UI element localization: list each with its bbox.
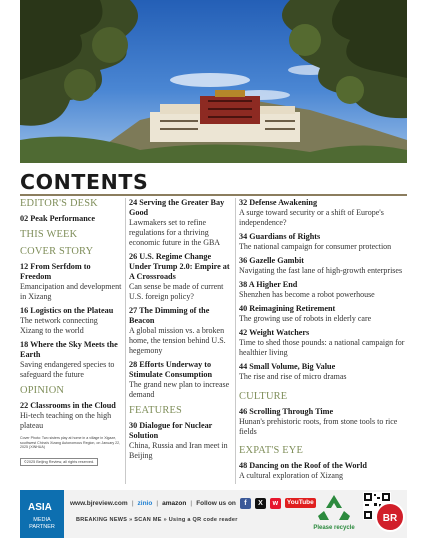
- section-title: FEATURES: [129, 405, 182, 416]
- article-summary: Time to shed those pounds: a national campaign for healthier living: [239, 338, 405, 357]
- recycle-label: Please recycle: [313, 525, 355, 531]
- media-partner-label: MEDIA PARTNER: [29, 517, 55, 530]
- article-summary: Saving endangered species to safeguard the future: [20, 360, 115, 379]
- youtube-icon[interactable]: YouTube: [286, 499, 314, 506]
- section-title: OPINION: [20, 385, 65, 396]
- article-summary: The national campaign for consumer protection: [239, 242, 392, 251]
- section-title: THIS WEEK: [20, 229, 78, 240]
- section-title: EXPAT'S EYE: [239, 445, 304, 456]
- divider: |: [131, 499, 134, 507]
- article-title[interactable]: 46 Scrolling Through Time: [239, 407, 334, 416]
- article-title[interactable]: 16 Logistics on the Plateau: [20, 306, 114, 315]
- follow-label: Follow us on: [196, 499, 236, 507]
- contents-column-2: [129, 196, 232, 461]
- section-title: EDITOR'S DESK: [20, 198, 98, 209]
- page-title: CONTENTS: [20, 170, 149, 194]
- weibo-icon[interactable]: w: [270, 498, 281, 509]
- amazon-link[interactable]: amazon: [162, 499, 187, 507]
- zinio-link[interactable]: zinio: [137, 499, 153, 507]
- article-title[interactable]: 18 Where the Sky Meets the Earth: [20, 340, 118, 359]
- column-divider: [125, 198, 126, 484]
- article-summary: Emancipation and development in Xizang: [20, 282, 122, 301]
- article-summary: China, Russia and Iran meet in Beijing: [129, 441, 228, 460]
- article-title[interactable]: 38 A Higher End: [239, 280, 298, 289]
- article-title[interactable]: 48 Dancing on the Roof of the World: [239, 461, 367, 470]
- recycle-icon: [310, 492, 358, 524]
- article-title[interactable]: 02 Peak Performance: [20, 214, 96, 223]
- article-summary: Can sense be made of current U.S. foreign policy?: [129, 282, 224, 301]
- article-summary: Lawmakers set to refine regulations for a thriving economic future in the GBA: [129, 218, 221, 247]
- contents-column-1: [20, 196, 122, 468]
- asia-label: ASIA: [28, 502, 52, 513]
- article-title[interactable]: 34 Guardians of Rights: [239, 232, 321, 241]
- article-summary: The network connecting Xizang to the world: [20, 316, 98, 335]
- divider: |: [156, 499, 159, 507]
- article-summary: The rise and rise of micro dramas: [239, 372, 347, 381]
- article-summary: The growing use of robots in elderly care: [239, 314, 372, 323]
- article-title[interactable]: 12 From Serfdom to Freedom: [20, 262, 91, 281]
- footer-bar: [20, 490, 407, 538]
- cover-photo: [20, 0, 407, 163]
- divider: |: [190, 499, 193, 507]
- facebook-icon[interactable]: f: [240, 498, 251, 509]
- website-link[interactable]: www.bjreview.com: [70, 499, 128, 507]
- article-summary: Shenzhen has become a robot powerhouse: [239, 290, 375, 299]
- beijing-review-logo: BR: [375, 502, 405, 532]
- breaking-news-ticker: BREAKING NEWS » SCAN ME » Using a QR code reader: [76, 517, 238, 523]
- article-summary: A global mission vs. a broken home, the tension behind U.S. hegemony: [129, 326, 226, 355]
- x-icon[interactable]: X: [255, 498, 266, 509]
- article-title[interactable]: 42 Weight Watchers: [239, 328, 310, 337]
- article-summary: A cultural exploration of Xizang: [239, 471, 343, 480]
- article-title[interactable]: 27 The Dimming of the Beacon: [129, 306, 210, 325]
- article-summary: A surge toward security or a shift of Europe's independence?: [239, 208, 384, 227]
- recycle-badge: [310, 492, 358, 536]
- article-title[interactable]: 24 Serving the Greater Bay Good: [129, 198, 225, 217]
- article-title[interactable]: 44 Small Volume, Big Value: [239, 362, 336, 371]
- cover-photo-caption: Cover Photo: Two sisters play at home in a village in Xigaze, southwest China's Xizang Autonomous Region, on January 22, 2025 (XINHUA): [20, 436, 121, 450]
- article-summary: Navigating the fast lane of high-growth enterprises: [239, 266, 403, 275]
- article-title[interactable]: 26 U.S. Regime Change Under Trump 2.0: Empire at A Crossroads: [129, 252, 230, 281]
- contents-column-3: [239, 196, 409, 481]
- article-summary: The grand new plan to increase demand: [129, 380, 230, 399]
- footer-links: [70, 496, 316, 510]
- asia-media-partner-logo[interactable]: [20, 490, 64, 538]
- column-divider: [235, 198, 236, 484]
- copyright-notice: ©2025 Beijing Review, all rights reserved.: [20, 458, 98, 466]
- article-title[interactable]: 36 Gazelle Gambit: [239, 256, 305, 265]
- article-title[interactable]: 30 Dialogue for Nuclear Solution: [129, 421, 213, 440]
- potala-palace-illustration: [20, 0, 407, 163]
- section-title: COVER STORY: [20, 246, 94, 257]
- article-title[interactable]: 40 Reimagining Retirement: [239, 304, 336, 313]
- article-summary: Hunan's prehistoric roots, from stone tools to rice fields: [239, 417, 398, 436]
- article-title[interactable]: 32 Defense Awakening: [239, 198, 318, 207]
- article-title[interactable]: 28 Efforts Underway to Stimulate Consumption: [129, 360, 213, 379]
- article-summary: Hi-tech teaching on the high plateau: [20, 411, 112, 430]
- article-title[interactable]: 22 Classrooms in the Cloud: [20, 401, 116, 410]
- section-title: CULTURE: [239, 391, 288, 402]
